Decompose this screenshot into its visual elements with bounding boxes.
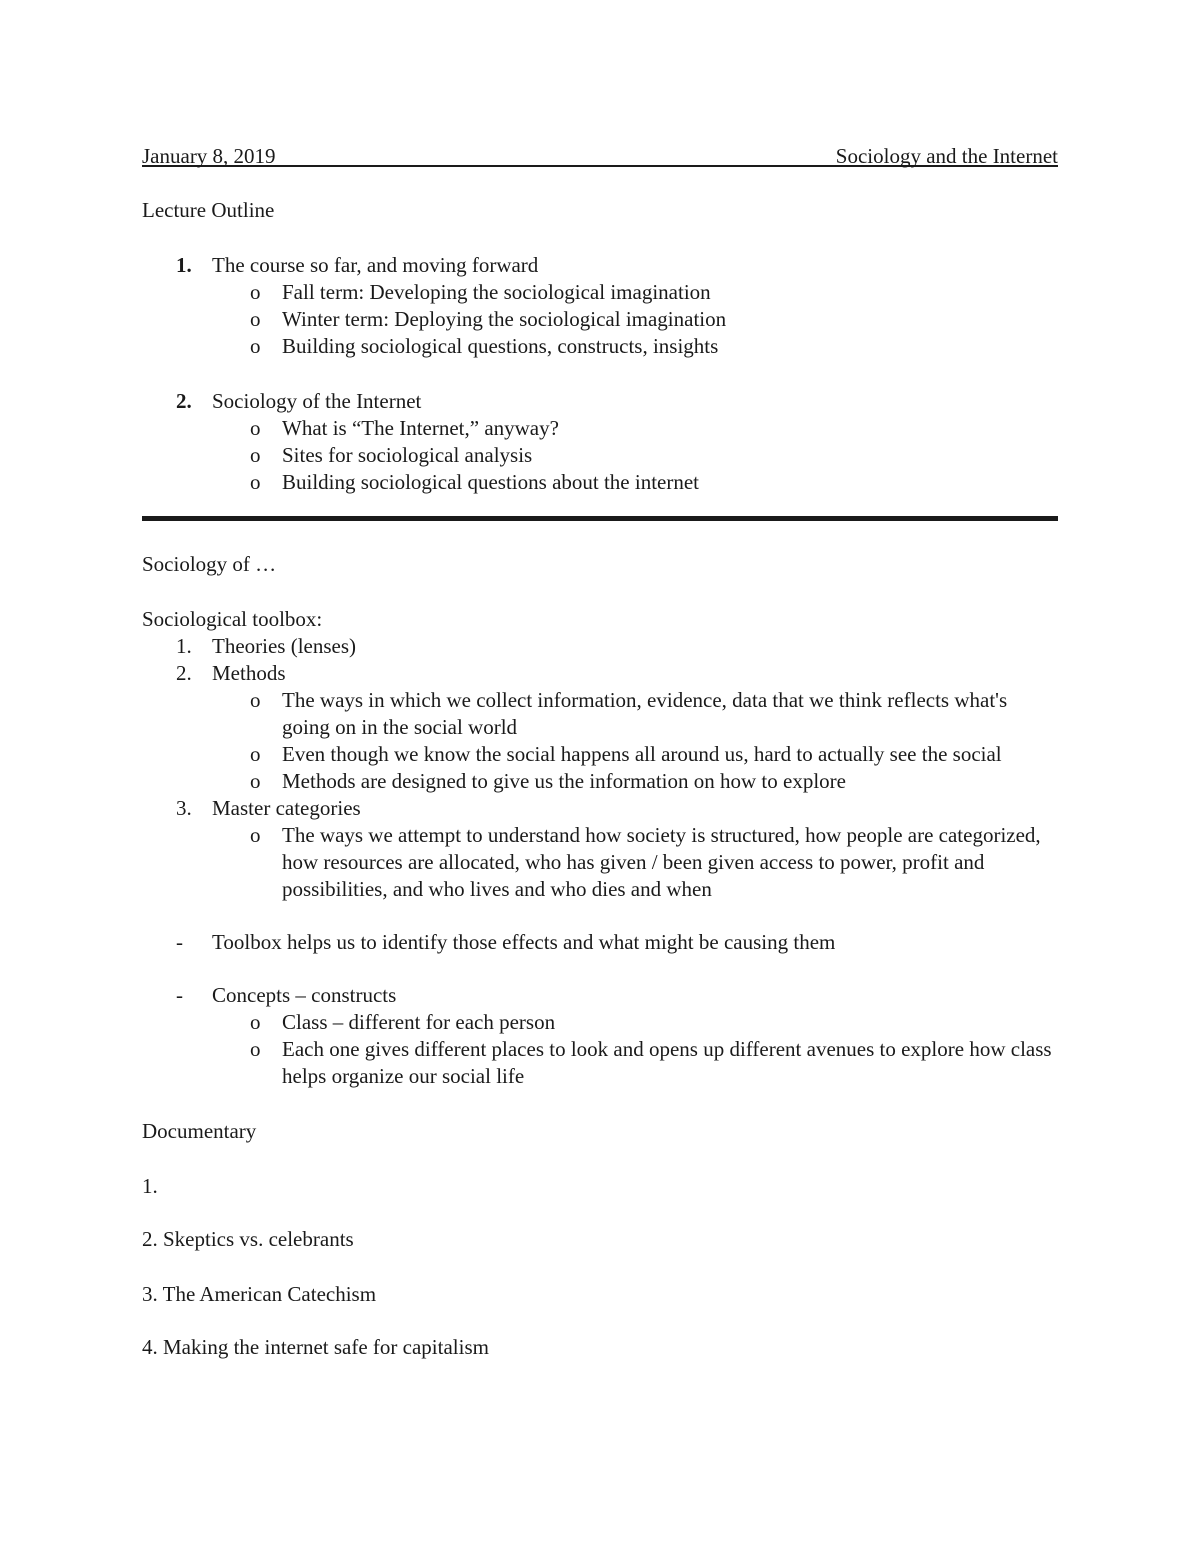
bullet-text: Methods are designed to give us the information on how to explore bbox=[282, 769, 846, 793]
toolbox-list bbox=[142, 633, 1058, 903]
spacer bbox=[142, 1200, 1058, 1226]
spacer bbox=[142, 956, 1058, 982]
dash-text: Toolbox helps us to identify those effects and what might be causing them bbox=[212, 930, 836, 954]
outline-item bbox=[142, 388, 1058, 415]
methods-bullet bbox=[142, 741, 1058, 768]
outline-item bbox=[142, 252, 1058, 279]
concepts-bullet bbox=[142, 1036, 1058, 1090]
header-date: January 8, 2019 bbox=[142, 144, 276, 168]
toolbox-label: Methods bbox=[212, 661, 286, 685]
outline-section-1 bbox=[142, 252, 1058, 360]
toolbox-number: 3. bbox=[176, 796, 192, 820]
bullet-text: Even though we know the social happens all around us, hard to actually see the social bbox=[282, 742, 1002, 766]
header-course-title: Sociology and the Internet bbox=[835, 144, 1058, 168]
documentary-item: 1. bbox=[142, 1174, 158, 1198]
bullet-marker: o bbox=[250, 742, 261, 766]
spacer bbox=[142, 1253, 1058, 1281]
outline-bullet bbox=[142, 415, 1058, 442]
documentary-item: 3. The American Catechism bbox=[142, 1282, 377, 1306]
outline-number: 2. bbox=[176, 389, 192, 413]
toolbox-item bbox=[142, 795, 1058, 822]
outline-bullet bbox=[142, 442, 1058, 469]
bullet-text: Class – different for each person bbox=[282, 1010, 556, 1034]
spacer bbox=[142, 1308, 1058, 1334]
outline-section-2 bbox=[142, 388, 1058, 496]
dash-marker: - bbox=[176, 983, 183, 1007]
outline-bullet bbox=[142, 469, 1058, 496]
bullet-text: The ways in which we collect information, evidence, data that we think reflects what's going on in the social world bbox=[282, 688, 1008, 739]
outline-label: Sociology of the Internet bbox=[212, 389, 422, 413]
toolbox-number: 1. bbox=[176, 634, 192, 658]
spacer bbox=[142, 1145, 1058, 1173]
bullet-text: Building sociological questions, constructs, insights bbox=[282, 334, 719, 358]
bullet-marker: o bbox=[250, 1010, 261, 1034]
dash-text: Concepts – constructs bbox=[212, 983, 397, 1007]
bullet-marker: o bbox=[250, 280, 261, 304]
spacer bbox=[142, 1090, 1058, 1118]
outline-label: The course so far, and moving forward bbox=[212, 253, 539, 277]
document-page bbox=[142, 140, 1058, 1361]
outline-bullet bbox=[142, 306, 1058, 333]
toolbox-label: Theories (lenses) bbox=[212, 634, 357, 658]
outline-number: 1. bbox=[176, 253, 192, 277]
toolbox-item bbox=[142, 633, 1058, 660]
documentary-item: 4. Making the internet safe for capitalism bbox=[142, 1335, 489, 1359]
sociology-of-heading: Sociology of … bbox=[142, 552, 277, 576]
dash-item-toolbox bbox=[142, 929, 1058, 956]
toolbox-item bbox=[142, 660, 1058, 687]
methods-bullet bbox=[142, 687, 1058, 741]
dash-item-concepts bbox=[142, 982, 1058, 1009]
toolbox-number: 2. bbox=[176, 661, 192, 685]
bullet-marker: o bbox=[250, 688, 261, 712]
bullet-marker: o bbox=[250, 334, 261, 358]
bullet-marker: o bbox=[250, 769, 261, 793]
section-divider bbox=[142, 516, 1058, 521]
bullet-marker: o bbox=[250, 307, 261, 331]
bullet-text: Sites for sociological analysis bbox=[282, 443, 533, 467]
bullet-marker: o bbox=[250, 416, 261, 440]
spacer bbox=[142, 578, 1058, 606]
bullet-marker: o bbox=[250, 1037, 261, 1061]
bullet-text: Each one gives different places to look and opens up different avenues to explore how class helps organize our social life bbox=[282, 1037, 1052, 1088]
documentary-title: Documentary bbox=[142, 1119, 257, 1143]
documentary-item: 2. Skeptics vs. celebrants bbox=[142, 1227, 354, 1251]
dash-marker: - bbox=[176, 930, 183, 954]
bullet-marker: o bbox=[250, 443, 261, 467]
bullet-text: The ways we attempt to understand how society is structured, how people are categorized, how resources are allocated, who has given / been given access to power, profit and possibilities, and who lives and who dies and when bbox=[282, 823, 1041, 901]
master-categories-bullet bbox=[142, 822, 1058, 903]
bullet-text: Winter term: Deploying the sociological imagination bbox=[282, 307, 727, 331]
bullet-text: Building sociological questions about the internet bbox=[282, 470, 700, 494]
bullet-marker: o bbox=[250, 823, 261, 847]
methods-bullet bbox=[142, 768, 1058, 795]
bullet-text: What is “The Internet,” anyway? bbox=[282, 416, 559, 440]
bullet-text: Fall term: Developing the sociological imagination bbox=[282, 280, 711, 304]
outline-title: Lecture Outline bbox=[142, 198, 275, 222]
outline-bullet bbox=[142, 279, 1058, 306]
toolbox-label: Master categories bbox=[212, 796, 361, 820]
concepts-bullet bbox=[142, 1009, 1058, 1036]
toolbox-title: Sociological toolbox: bbox=[142, 607, 323, 631]
outline-bullet bbox=[142, 333, 1058, 360]
page-header bbox=[142, 140, 1058, 167]
spacer bbox=[142, 903, 1058, 929]
bullet-marker: o bbox=[250, 470, 261, 494]
